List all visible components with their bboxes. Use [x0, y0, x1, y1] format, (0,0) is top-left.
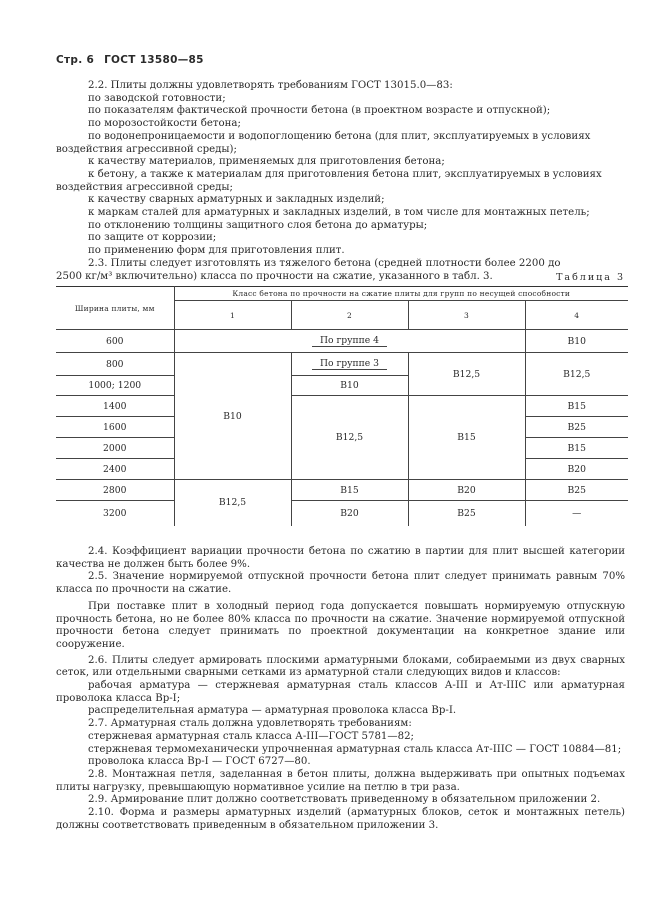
cell-width: 1400 — [56, 396, 174, 417]
paragraph: 2.5. Значение нормируемой отпускной прочности бетона плит следует принимать равным 70% класса по прочности на сжатие. — [56, 571, 625, 596]
cell-g4: B25 — [525, 480, 628, 501]
cell-width: 1600 — [56, 417, 174, 438]
table-row — [56, 501, 628, 526]
paragraph: 2.8. Монтажная петля, заделанная в бетон плиты, должна выдерживать при опытных подъемах плиты нагрузку, превышающую нормативное усилие на петлю в три раза. — [56, 768, 625, 793]
text-line: воздействия агрессивной среды); — [56, 143, 237, 155]
section-2-2 — [56, 80, 621, 283]
page-number: Стр. 6 — [56, 54, 95, 66]
paragraph: стержневая арматурная сталь класса А-III—ГОСТ 5781—82; — [88, 730, 414, 742]
paragraph: 2.4. Коэффициент вариации прочности бетона по сжатию в партии для плит высшей категории качества не должен быть более 9%. — [56, 546, 625, 570]
cell-g4: B15 — [525, 396, 628, 417]
cell-g4: B20 — [525, 459, 628, 480]
paragraph: 2.7. Арматурная сталь должна удовлетворять требованиям: — [88, 718, 412, 730]
text-line: 2.3. Плиты следует изготовлять из тяжелого бетона (средней плотности более 2200 до — [88, 257, 561, 269]
cell-g4: — — [525, 501, 628, 526]
cell-width: 3200 — [103, 507, 127, 519]
section-2-4-to-2-10 — [56, 546, 625, 832]
cell-g2: B10 — [291, 376, 408, 396]
group-header-1: 1 — [174, 301, 291, 330]
text-line: по показателям фактической прочности бетона (в проектном возрасте и отпускной); — [88, 105, 551, 117]
text-line: по заводской готовности; — [88, 92, 226, 104]
table-3 — [56, 286, 628, 526]
cell-width: 2800 — [56, 480, 174, 501]
group-header-4: 4 — [525, 301, 628, 330]
cell-g4: B12,5 — [525, 353, 628, 396]
text-line: к бетону, а также к материалам для приготовления бетона плит, эксплуатируемых в условиях — [88, 168, 602, 180]
paragraph: 2.10. Форма и размеры арматурных изделий (арматурных блоков, сеток и монтажных петель) должны соответствовать приведенным в обязательном приложении 3. — [56, 807, 625, 831]
group-header-3: 3 — [408, 301, 525, 330]
cell-width: 2400 — [56, 459, 174, 480]
text-line: к качеству материалов, применяемых для приготовления бетона; — [88, 156, 445, 168]
paragraph: рабочая арматура — стержневая арматурная сталь классов А-III и Ат-IIIС или арматурная проволока класса Вр-I; — [56, 680, 625, 704]
cell-g1: B10 — [174, 353, 291, 480]
text-line: по применению форм для приготовления плит. — [88, 245, 345, 257]
cell-width: 1000; 1200 — [56, 376, 174, 396]
column-header-width: Ширина плиты, мм — [56, 287, 174, 330]
paragraph: распределительная арматура — арматурная проволока класса Вр-I. — [88, 705, 457, 717]
table-row — [56, 330, 628, 353]
column-header-group: Класс бетона по прочности на сжатие плиты для групп по несущей способности — [174, 287, 628, 301]
text-line: воздействия агрессивной среды; — [56, 181, 233, 193]
cell-g4: B10 — [525, 330, 628, 353]
group-header-2: 2 — [291, 301, 408, 330]
text-line: к маркам сталей для арматурных и закладных изделий, в том числе для монтажных петель; — [88, 207, 590, 219]
paragraph: стержневая термомеханически упрочненная арматурная сталь класса Ат-IIIС — ГОСТ 10884—81; — [88, 743, 622, 755]
cell-width: 2000 — [56, 438, 174, 459]
paragraph: 2.6. Плиты следует армировать плоскими арматурными блоками, собираемыми из двух сварных сеток, или отдельными сварными сетками из арматурной стали следующих видов и классов: — [56, 654, 625, 679]
standard-number: ГОСТ 13580—85 — [104, 54, 204, 66]
table-caption: Таблица 3 — [556, 272, 625, 283]
cell-width: 800 — [56, 353, 174, 376]
table-row — [56, 480, 628, 501]
cell-g4: B25 — [525, 417, 628, 438]
paragraph: проволока класса Вр-I — ГОСТ 6727—80. — [88, 756, 311, 768]
cell-g3: B15 — [408, 396, 525, 480]
text-line: 2.2. Плиты должны удовлетворять требованиям ГОСТ 13015.0—83: — [88, 80, 453, 91]
text-line: к качеству сварных арматурных и закладных изделий; — [88, 194, 385, 206]
text-line: по отклонению толщины защитного слоя бетона до арматуры; — [88, 219, 428, 231]
cell-width: 600 — [56, 330, 174, 353]
text-line: по защите от коррозии; — [88, 232, 217, 244]
text-line: по водонепроницаемости и водопоглощению бетона (для плит, эксплуатируемых в условиях — [88, 130, 591, 142]
paragraph: 2.9. Армирование плит должно соответствовать приведенному в обязательном приложении 2. — [88, 794, 601, 806]
cell-g1: B12,5 — [174, 480, 291, 526]
cell-g2: B12,5 — [291, 396, 408, 480]
cell-g2: B20 — [291, 501, 408, 526]
cell-g3: B25 — [408, 501, 525, 526]
text-line: 2500 кг/м³ включительно) класса по прочности на сжатие, указанного в табл. 3. — [56, 270, 493, 282]
table-row — [56, 353, 628, 376]
text-line: по морозостойкости бетона; — [88, 118, 241, 130]
cell-g3: B20 — [408, 480, 525, 501]
page-header — [56, 54, 204, 66]
cell-g3: B12,5 — [408, 353, 525, 396]
cell-g4: B15 — [525, 438, 628, 459]
cell-merged: По группе 4 — [312, 335, 387, 347]
table-row — [56, 396, 628, 417]
paragraph: При поставке плит в холодный период года допускается повышать нормируемую отпускную прочность бетона, но не более 80% класса по прочности на сжатие. Значение нормируемой отпускной прочности бетона следует принимать по проектной документации на конкретное здание или сооружение. — [56, 600, 625, 650]
cell-g2: B15 — [291, 480, 408, 501]
cell-g2: По группе 3 — [312, 358, 387, 370]
